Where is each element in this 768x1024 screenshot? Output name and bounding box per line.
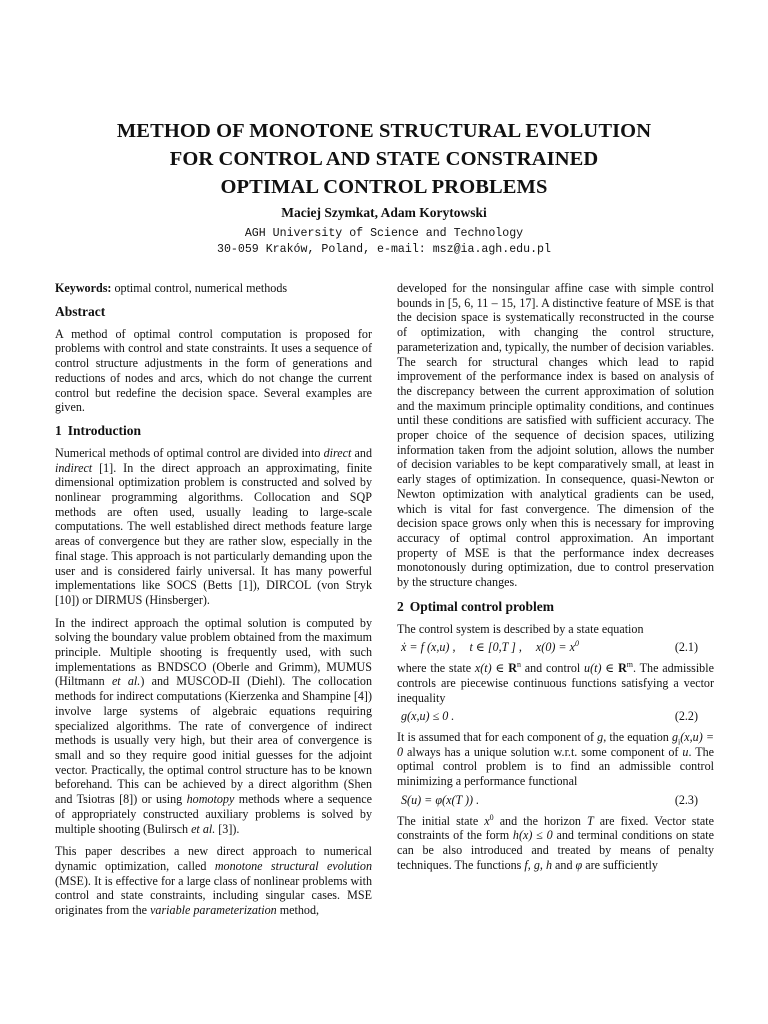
math-bold-r: R [508,661,517,676]
text-run: where the state [397,661,472,676]
section-2-paragraph-4 [397,814,714,873]
intro-paragraph-continued: developed for the nonsingular affine case with simple control bounds in [5, 6, 11 – 15, 17]. A distinctive feature of MSE is that the decision space is systematically reconstructed in the course of optimization, with changing the control structure, parameterization and, typically, the number of decision variables. The search for structural changes which lead to rapid improvement of the performance index is based on analysis of the discrepancy between the current approximation of solution and the maximum principle optimality conditions, and continues until these conditions are satisfied with sufficient accuracy. The proper choice of the sequence of decision spaces, utilizing information taken from the adjoint solution, allows the number of decision variables to be kept comparatively small, at least in early stages of optimization. In consequence, quasi-Newton or Newton optimization with analytical gradients can be used, which is vital for fast convergence. The dimension of the decision space grows only when this is necessary for improving accuracy of optimal control approximation. An important property of MSE is that the performance index decreases monotonously during optimization, due to control preservation by the structure changes. [397,281,714,590]
text-run: [1]. In the direct approach an approximating, finite dimensional optimization problem is constructed and solved by nonlinear programming algorithms. Collocation and SQP methods are often used, usually leading to large-scale computations. The well established direct methods feature large areas of convergence but they are rather slow, especially in the final stage. This approach is not particularly demanding upon the user and is considered fairly universal. It has many powerful implementations like SOCS (Betts [1]), DIRCOL (von Stryk [10]) or DIRMUS (Hinsberger). [55,460,372,607]
section-2-title: Optimal control problem [409,598,554,614]
equation-2-1 [397,640,714,655]
math-inline: f, [524,857,531,872]
text-run: method, [279,903,320,918]
text-run: and control [524,661,581,676]
math-inline: h [545,857,552,872]
equation-2-3 [397,793,714,808]
math-inline: x(t) ∈ [474,661,505,676]
text-run: , the equation [603,729,669,744]
section-2-heading [397,599,714,615]
text-run: and [555,857,573,872]
emphasis-indirect: indirect [55,460,93,475]
text-run: ) and MUSCOD-II (Diehl). The collocation methods for indirect computations (Kierzenka and Shampine [4]) involve large systems of algebraic equations requiring specialized algorithms. The rate of convergence of indirect methods is usually very high, but their area of convergence is small and so they require good initial guesses for the adjoint vector. Practically, the optimal control structure has to be known beforehand. This can be achieved by a direct algorithm (Shen and Tsiotras [8]) or using [55,674,372,807]
math-subscript: i [678,737,681,747]
math-inline: g [671,729,678,744]
emphasis-et-al: et al. [191,821,216,836]
abstract-text: A method of optimal control computation is proposed for problems with control and state constraints. It uses a sequence of control structure adjustments in the form of generations and reductions of nodes and arcs, which do not change the current control but redefine the decision space. Several examples are given. [55,326,372,415]
affiliation-line-1: AGH University of Science and Technology [244,227,524,240]
math-inline: x [484,813,490,828]
authors: Maciej Szymkat, Adam Korytowski [281,205,487,220]
emphasis-direct: direct [323,445,352,460]
text-run: . The optimal control problem is to find an admissible control minimizing a performance functional [397,744,714,789]
math-inline: T [586,813,594,828]
text-run: and the horizon [499,813,581,828]
text-run: [3]). [218,821,240,836]
left-column [55,281,372,926]
right-column [397,281,714,880]
keywords [55,281,372,296]
equation-2-3-body: S(u) = φ(x(T )) . [401,792,480,807]
text-run: are fixed. Vector state constraints of the form [397,813,714,843]
intro-paragraph-3 [55,844,372,918]
section-1-number: 1 [55,422,62,438]
text-run: In the indirect approach the optimal solution is computed by solving the boundary value problem obtained from the maximum principle. Multiple shooting is frequently used, with such implementations as BNDSCO (Oberle and Grimm), MUMUS (Hiltmann [55,615,372,689]
text-run: (MSE). It is effective for a large class of nonlinear problems with control and state constraints, including singular cases. MSE originates from the [55,873,372,918]
section-2-paragraph-2 [397,661,714,705]
equation-term: ẋ = f (x,u) , [401,640,456,655]
math-inline: g, [533,857,543,872]
section-2-paragraph-1: The control system is described by a state equation [397,621,644,636]
math-inline: u [682,744,689,759]
equation-number: (2.2) [674,709,698,724]
affiliation-line-2: 30-059 Kraków, Poland, e-mail: msz@ia.agh.edu.pl [217,243,551,256]
paper-title [40,117,728,201]
keywords-label: Keywords: [55,281,112,295]
text-run: It is assumed that for each component of [397,729,595,744]
emphasis-et-al: et al. [111,674,141,689]
equation-term: t ∈ [0,T ] , [469,640,522,655]
text-run: methods where a sequence of appropriately constructed auxiliary problems is solved by multiple shooting (Bulirsch [55,792,372,836]
math-inline: φ [575,857,583,872]
math-superscript: 0 [489,812,494,822]
intro-paragraph-2 [55,616,372,837]
emphasis-mse: monotone structural evolution [214,858,372,873]
section-1-heading [55,423,372,439]
abstract-heading: Abstract [55,303,106,319]
text-run: and [354,445,372,460]
math-inline: (x,u) = 0 [397,729,714,759]
text-run: . The admissible controls are piecewise continuous functions satisfying a vector inequality [397,661,714,705]
equation-number: (2.3) [674,792,698,807]
section-2-number: 2 [397,598,404,614]
title-line-1: METHOD OF MONOTONE STRUCTURAL EVOLUTION [116,120,652,142]
equation-2-2-body: g(x,u) ≤ 0 . [401,709,455,724]
section-2-paragraph-3 [397,730,714,789]
text-run: Numerical methods of optimal control are divided into [55,445,321,460]
affiliation [0,226,768,258]
section-1-title: Introduction [67,422,142,438]
math-bold-r: R [618,661,627,676]
emphasis-variable-parameterization: variable parameterization [150,903,277,918]
math-inline: g [597,729,604,744]
equation-number: (2.1) [674,640,698,655]
title-line-2: FOR CONTROL AND STATE CONSTRAINED [169,148,599,170]
keywords-text: optimal control, numerical methods [114,281,288,295]
math-inline: u(t) ∈ [584,661,615,676]
emphasis-homotopy: homotopy [186,792,235,807]
math-superscript: n [516,660,521,670]
equation-superscript: 0 [574,639,579,649]
text-run: and terminal conditions on state can be also introduced and treated by means of penalty techniques. The functions [397,828,715,872]
equation-2-2 [397,709,714,724]
math-inline: h(x) ≤ 0 [512,828,553,843]
math-superscript: m [626,660,634,670]
text-run: always has a unique solution w.r.t. some component of [406,744,679,759]
intro-paragraph-1 [55,446,372,608]
title-line-3: OPTIMAL CONTROL PROBLEMS [220,176,548,198]
equation-term: x(0) = x [535,640,575,655]
text-run: This paper describes a new direct approach to numerical dynamic optimization, called [55,844,372,873]
text-run: are sufficiently [585,857,658,872]
equation-2-1-body [401,640,579,655]
text-run: The initial state [397,813,479,828]
